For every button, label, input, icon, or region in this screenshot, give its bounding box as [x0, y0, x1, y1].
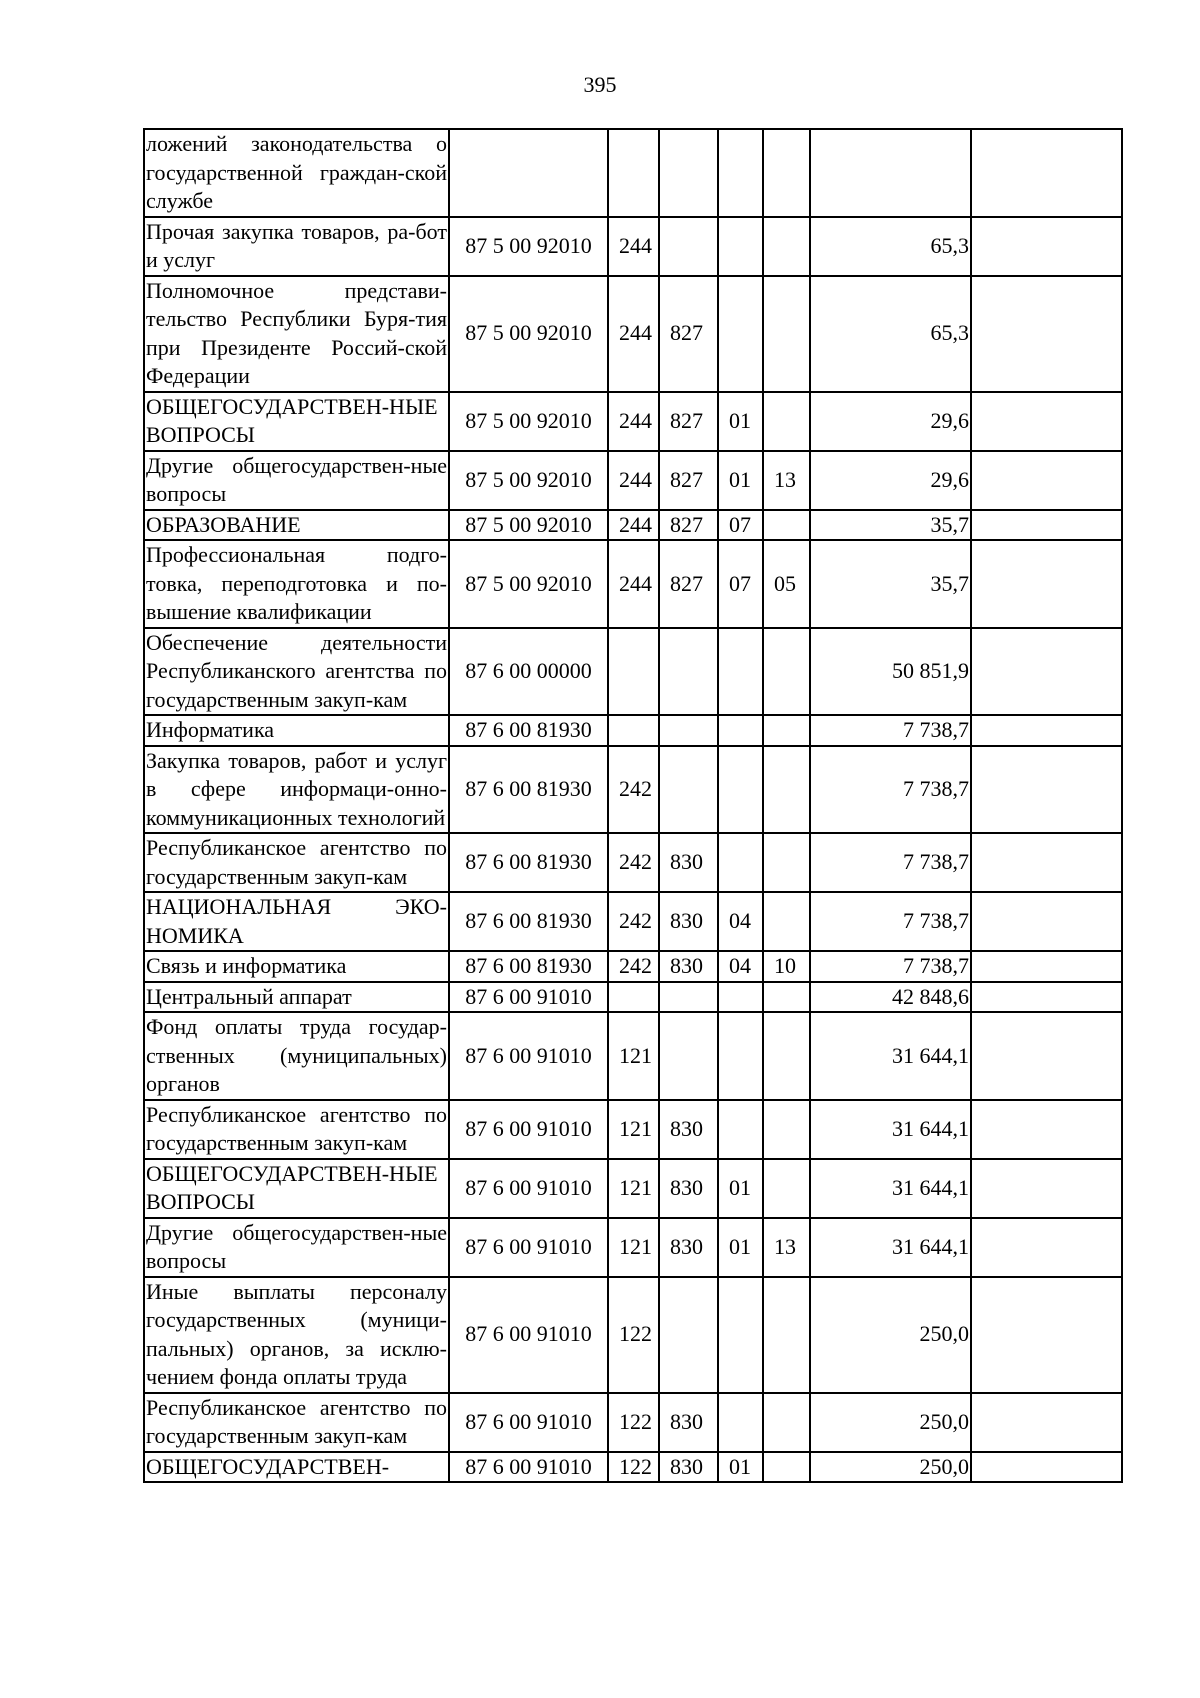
cell-subsection	[763, 892, 810, 951]
cell-name: Обеспечение деятельности Республиканского агентства по государственным закуп-кам	[144, 628, 449, 716]
cell-sum: 65,3	[810, 217, 971, 276]
cell-expense-type: 121	[608, 1100, 659, 1159]
cell-target-code: 87 5 00 92010	[449, 392, 608, 451]
cell-name: Иные выплаты персоналу государственных (муници-пальных) органов, за исклю-чением фонда оплаты труда	[144, 1277, 449, 1393]
cell-target-code: 87 6 00 81930	[449, 715, 608, 746]
cell-sum	[810, 129, 971, 217]
cell-empty	[971, 510, 1122, 541]
cell-sum: 31 644,1	[810, 1159, 971, 1218]
cell-sum: 31 644,1	[810, 1218, 971, 1277]
cell-subsection	[763, 1100, 810, 1159]
cell-section	[718, 1012, 763, 1100]
cell-grbs: 827	[659, 276, 718, 392]
cell-empty	[971, 628, 1122, 716]
cell-target-code: 87 6 00 91010	[449, 1100, 608, 1159]
cell-expense-type: 242	[608, 746, 659, 834]
cell-expense-type: 244	[608, 510, 659, 541]
cell-empty	[971, 129, 1122, 217]
cell-target-code: 87 6 00 81930	[449, 746, 608, 834]
table-row	[144, 892, 1122, 951]
cell-grbs: 830	[659, 951, 718, 982]
cell-expense-type: 242	[608, 951, 659, 982]
cell-subsection	[763, 217, 810, 276]
cell-empty	[971, 276, 1122, 392]
cell-subsection	[763, 715, 810, 746]
cell-grbs	[659, 628, 718, 716]
cell-expense-type: 121	[608, 1159, 659, 1218]
cell-subsection	[763, 1452, 810, 1483]
cell-subsection	[763, 276, 810, 392]
cell-expense-type	[608, 628, 659, 716]
cell-empty	[971, 1452, 1122, 1483]
table-row	[144, 510, 1122, 541]
cell-expense-type: 122	[608, 1452, 659, 1483]
cell-target-code: 87 6 00 91010	[449, 1277, 608, 1393]
cell-grbs: 830	[659, 892, 718, 951]
table-row	[144, 715, 1122, 746]
cell-expense-type: 242	[608, 833, 659, 892]
cell-sum: 7 738,7	[810, 833, 971, 892]
cell-grbs: 827	[659, 392, 718, 451]
cell-expense-type	[608, 715, 659, 746]
cell-section: 04	[718, 951, 763, 982]
cell-name: ОБЩЕГОСУДАРСТВЕН-НЫЕ ВОПРОСЫ	[144, 1159, 449, 1218]
cell-grbs: 830	[659, 1393, 718, 1452]
table-row	[144, 982, 1122, 1013]
cell-expense-type	[608, 982, 659, 1013]
cell-target-code: 87 5 00 92010	[449, 217, 608, 276]
table-row	[144, 540, 1122, 628]
cell-empty	[971, 833, 1122, 892]
cell-section	[718, 833, 763, 892]
cell-subsection	[763, 746, 810, 834]
cell-grbs: 827	[659, 451, 718, 510]
cell-grbs: 830	[659, 833, 718, 892]
cell-empty	[971, 392, 1122, 451]
cell-subsection	[763, 1159, 810, 1218]
cell-section	[718, 1100, 763, 1159]
table-row	[144, 129, 1122, 217]
cell-expense-type: 244	[608, 451, 659, 510]
cell-empty	[971, 892, 1122, 951]
table-row	[144, 1218, 1122, 1277]
table-row	[144, 276, 1122, 392]
cell-name: Связь и информатика	[144, 951, 449, 982]
cell-name: Другие общегосударствен-ные вопросы	[144, 451, 449, 510]
cell-target-code: 87 6 00 91010	[449, 1452, 608, 1483]
cell-grbs: 830	[659, 1100, 718, 1159]
table-row	[144, 833, 1122, 892]
cell-grbs	[659, 1277, 718, 1393]
cell-section: 01	[718, 392, 763, 451]
cell-sum: 250,0	[810, 1393, 971, 1452]
cell-expense-type: 244	[608, 540, 659, 628]
cell-name: Прочая закупка товаров, ра-бот и услуг	[144, 217, 449, 276]
cell-sum: 65,3	[810, 276, 971, 392]
cell-empty	[971, 1393, 1122, 1452]
table-row	[144, 1012, 1122, 1100]
cell-section: 01	[718, 451, 763, 510]
table-row	[144, 217, 1122, 276]
cell-section: 07	[718, 540, 763, 628]
cell-section: 04	[718, 892, 763, 951]
table-row	[144, 1159, 1122, 1218]
table-row	[144, 1393, 1122, 1452]
cell-target-code: 87 6 00 91010	[449, 1159, 608, 1218]
cell-expense-type: 122	[608, 1277, 659, 1393]
cell-empty	[971, 951, 1122, 982]
cell-target-code: 87 5 00 92010	[449, 540, 608, 628]
cell-section	[718, 129, 763, 217]
cell-section: 01	[718, 1452, 763, 1483]
table-row	[144, 1452, 1122, 1483]
cell-name: Профессиональная подго-товка, переподготовка и по-вышение квалификации	[144, 540, 449, 628]
cell-expense-type: 121	[608, 1218, 659, 1277]
cell-subsection	[763, 628, 810, 716]
cell-subsection	[763, 982, 810, 1013]
cell-sum: 29,6	[810, 392, 971, 451]
cell-sum: 42 848,6	[810, 982, 971, 1013]
cell-empty	[971, 1218, 1122, 1277]
cell-name: Фонд оплаты труда государ-ственных (муниципальных) органов	[144, 1012, 449, 1100]
cell-grbs	[659, 217, 718, 276]
cell-empty	[971, 715, 1122, 746]
cell-grbs	[659, 715, 718, 746]
cell-target-code: 87 6 00 81930	[449, 951, 608, 982]
table-row	[144, 392, 1122, 451]
cell-subsection	[763, 510, 810, 541]
cell-subsection	[763, 1393, 810, 1452]
cell-empty	[971, 1100, 1122, 1159]
cell-expense-type: 121	[608, 1012, 659, 1100]
cell-expense-type: 122	[608, 1393, 659, 1452]
cell-section	[718, 217, 763, 276]
cell-target-code: 87 6 00 81930	[449, 833, 608, 892]
cell-target-code: 87 6 00 00000	[449, 628, 608, 716]
cell-grbs: 830	[659, 1159, 718, 1218]
cell-target-code	[449, 129, 608, 217]
cell-name: Республиканское агентство по государственным закуп-кам	[144, 1100, 449, 1159]
cell-subsection: 13	[763, 451, 810, 510]
table-row	[144, 628, 1122, 716]
cell-name: НАЦИОНАЛЬНАЯ ЭКО-НОМИКА	[144, 892, 449, 951]
cell-name: ОБЩЕГОСУДАРСТВЕН-	[144, 1452, 449, 1483]
cell-grbs: 830	[659, 1218, 718, 1277]
cell-target-code: 87 5 00 92010	[449, 451, 608, 510]
cell-sum: 35,7	[810, 540, 971, 628]
cell-target-code: 87 5 00 92010	[449, 276, 608, 392]
cell-name: Другие общегосударствен-ные вопросы	[144, 1218, 449, 1277]
cell-section: 01	[718, 1159, 763, 1218]
cell-name: Центральный аппарат	[144, 982, 449, 1013]
cell-sum: 35,7	[810, 510, 971, 541]
cell-target-code: 87 6 00 91010	[449, 1218, 608, 1277]
cell-grbs	[659, 1012, 718, 1100]
table-row	[144, 1100, 1122, 1159]
cell-empty	[971, 982, 1122, 1013]
cell-subsection: 05	[763, 540, 810, 628]
cell-expense-type	[608, 129, 659, 217]
cell-name: Информатика	[144, 715, 449, 746]
cell-section: 07	[718, 510, 763, 541]
cell-target-code: 87 6 00 91010	[449, 1012, 608, 1100]
table-body	[144, 129, 1122, 1482]
cell-sum: 7 738,7	[810, 715, 971, 746]
cell-subsection	[763, 392, 810, 451]
cell-empty	[971, 217, 1122, 276]
cell-section	[718, 276, 763, 392]
cell-subsection	[763, 1277, 810, 1393]
budget-table	[143, 128, 1123, 1483]
table-row	[144, 1277, 1122, 1393]
cell-target-code: 87 5 00 92010	[449, 510, 608, 541]
cell-subsection: 10	[763, 951, 810, 982]
cell-grbs: 827	[659, 540, 718, 628]
cell-sum: 250,0	[810, 1452, 971, 1483]
cell-section	[718, 1277, 763, 1393]
cell-empty	[971, 1012, 1122, 1100]
cell-section	[718, 746, 763, 834]
table-row	[144, 746, 1122, 834]
cell-expense-type: 244	[608, 392, 659, 451]
cell-grbs	[659, 129, 718, 217]
cell-name: ОБЩЕГОСУДАРСТВЕН-НЫЕ ВОПРОСЫ	[144, 392, 449, 451]
cell-sum: 7 738,7	[810, 746, 971, 834]
cell-target-code: 87 6 00 81930	[449, 892, 608, 951]
cell-sum: 7 738,7	[810, 892, 971, 951]
cell-subsection	[763, 833, 810, 892]
cell-grbs: 830	[659, 1452, 718, 1483]
cell-empty	[971, 1277, 1122, 1393]
cell-section	[718, 715, 763, 746]
page-number: 395	[583, 72, 617, 97]
cell-subsection	[763, 1012, 810, 1100]
cell-name: Полномочное представи-тельство Республики Буря-тия при Президенте Россий-ской Федерации	[144, 276, 449, 392]
cell-expense-type: 244	[608, 217, 659, 276]
cell-sum: 31 644,1	[810, 1012, 971, 1100]
cell-empty	[971, 451, 1122, 510]
cell-name: ОБРАЗОВАНИЕ	[144, 510, 449, 541]
cell-empty	[971, 746, 1122, 834]
cell-grbs: 827	[659, 510, 718, 541]
cell-expense-type: 244	[608, 276, 659, 392]
cell-section	[718, 628, 763, 716]
cell-empty	[971, 1159, 1122, 1218]
cell-sum: 7 738,7	[810, 951, 971, 982]
cell-sum: 50 851,9	[810, 628, 971, 716]
cell-section	[718, 1393, 763, 1452]
cell-empty	[971, 540, 1122, 628]
cell-sum: 31 644,1	[810, 1100, 971, 1159]
cell-target-code: 87 6 00 91010	[449, 982, 608, 1013]
cell-expense-type: 242	[608, 892, 659, 951]
cell-section	[718, 982, 763, 1013]
cell-subsection: 13	[763, 1218, 810, 1277]
cell-grbs	[659, 746, 718, 834]
cell-sum: 29,6	[810, 451, 971, 510]
cell-name: Закупка товаров, работ и услуг в сфере информаци-онно-коммуникационных технологий	[144, 746, 449, 834]
table-row	[144, 951, 1122, 982]
table-row	[144, 451, 1122, 510]
cell-sum: 250,0	[810, 1277, 971, 1393]
cell-subsection	[763, 129, 810, 217]
cell-name: ложений законодательства о государственной граждан-ской службе	[144, 129, 449, 217]
cell-name: Республиканское агентство по государственным закуп-кам	[144, 1393, 449, 1452]
cell-grbs	[659, 982, 718, 1013]
cell-target-code: 87 6 00 91010	[449, 1393, 608, 1452]
cell-section: 01	[718, 1218, 763, 1277]
cell-name: Республиканское агентство по государственным закуп-кам	[144, 833, 449, 892]
